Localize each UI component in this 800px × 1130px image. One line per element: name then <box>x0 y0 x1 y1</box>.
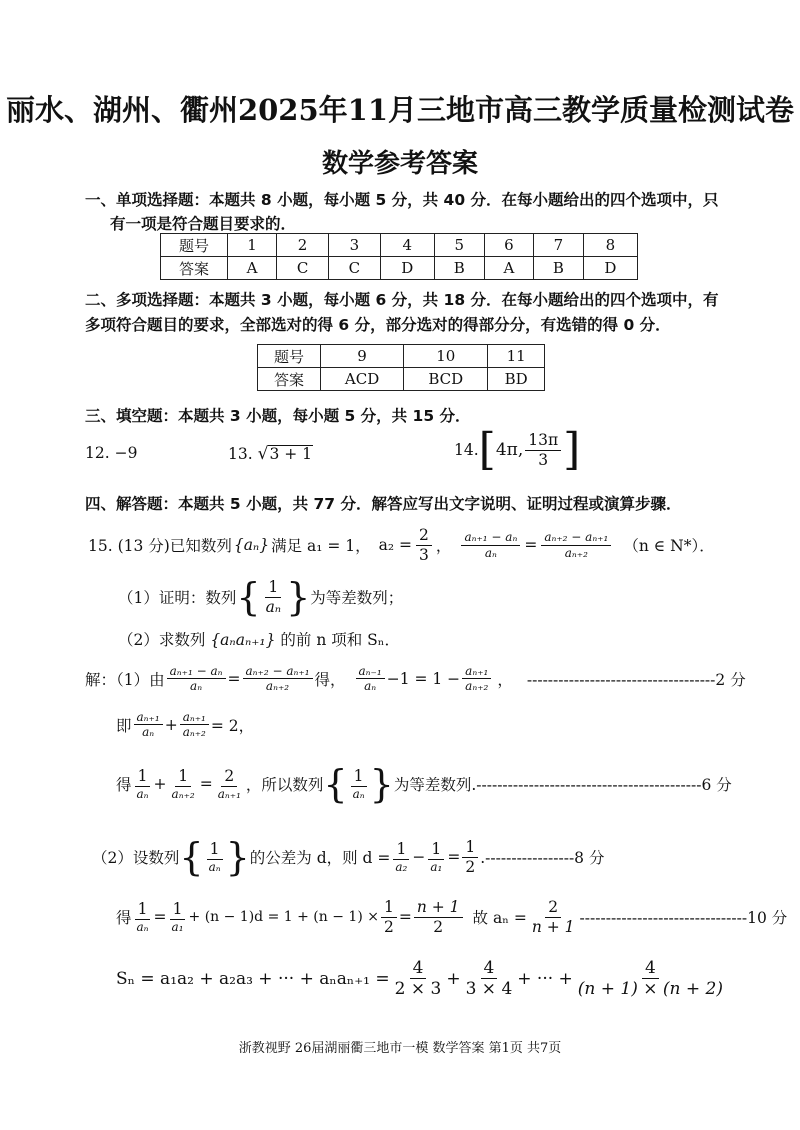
frac-numerator: 2 <box>545 898 561 918</box>
q15-a2-frac <box>416 526 432 564</box>
equals-icon: = <box>524 536 538 555</box>
q15-cond3: ， <box>435 537 452 556</box>
frac-denominator: aₙ <box>136 786 149 801</box>
frac-denominator: a₁ <box>171 919 184 934</box>
doc-subtitle: 数学参考答案 <box>321 149 478 179</box>
frac-denominator: aₙ <box>484 545 497 560</box>
section2-heading-cont: 多项符合题目的要求，全部选对的得 6 分，部分选对的得部分分，有选错的得 0 分． <box>85 316 671 334</box>
q15-seq: {aₙ} <box>233 536 270 555</box>
frac-denominator: a₁ <box>430 859 443 874</box>
section2-heading: 二、多项选择题：本题共 3 小题，每小题 6 分，共 18 分．在每小题给出的四个选项中，有 <box>85 291 719 309</box>
solution-line-5 <box>116 898 787 936</box>
sol-frac-f <box>169 767 198 801</box>
answer-14-prefix: 14. <box>454 441 479 459</box>
frac-numerator: n + 1 <box>414 898 463 918</box>
equals-icon: = <box>398 908 412 927</box>
table-cell: 10 <box>404 345 488 368</box>
sol-line-b-a: 得 <box>116 909 132 928</box>
sol-frac-g <box>215 767 244 801</box>
frac-denominator: 3 × 4 <box>465 979 513 1000</box>
page-footer: 浙教视野 26届湖丽衢三地市一模 数学答案 第1页 共7页 <box>238 1041 562 1056</box>
frac-denominator: 2 <box>383 917 394 936</box>
section1-heading: 一、单项选择题：本题共 8 小题，每小题 5 分，共 40 分．在每小题给出的四个选项中，只 <box>85 191 719 209</box>
frac-denominator: aₙ <box>190 679 203 694</box>
right-brace-icon: } <box>369 762 394 806</box>
sol-arith: 为等差数列. <box>393 776 477 794</box>
sum-dots: + ··· + <box>517 968 573 989</box>
frac-denominator: 2 <box>433 917 444 936</box>
table-cell: 7 <box>533 234 583 257</box>
sol-frac-m <box>134 900 152 934</box>
score-2: ------------------------------------2 分 <box>526 670 746 689</box>
frac-numerator: 1 <box>462 838 478 858</box>
left-brace-icon: { <box>323 762 348 806</box>
frac-denominator: 2 × 3 <box>394 979 442 1000</box>
frac-numerator: aₙ₊₁ <box>180 710 209 725</box>
solution-line-2 <box>116 710 254 740</box>
frac-numerator: 1 <box>265 578 281 598</box>
table-row <box>258 345 545 368</box>
sol-sum: Sₙ = a₁a₂ + a₂a₃ + ··· + aₙaₙ₊₁ = <box>116 968 390 989</box>
sum-term-2 <box>463 958 516 1000</box>
right-brace-icon: } <box>225 835 250 880</box>
question-15 <box>88 526 715 564</box>
frac-numerator: aₙ₊₂ − aₙ₊₁ <box>541 530 611 545</box>
equals-icon: = <box>199 775 213 793</box>
sol-line-b-c: 故 aₙ = <box>472 909 527 928</box>
q15-part2-seq: {aₙaₙ₊₁} <box>210 631 276 649</box>
answer-13-expr: 3 + 1 <box>269 445 313 463</box>
sol-frac-b <box>462 664 491 694</box>
right-brace-icon: } <box>286 575 311 620</box>
sol-line1-tail: −1 = 1 − <box>386 669 461 688</box>
frac-denominator: aₙ <box>265 597 282 616</box>
q15-part1 <box>118 575 404 620</box>
sum-term-3 <box>575 958 726 1000</box>
sol-frac-l <box>462 838 478 876</box>
frac-numerator: aₙ₊₁ − aₙ <box>167 664 226 679</box>
frac-denominator: aₙ <box>136 919 149 934</box>
table-cell: D <box>380 257 434 280</box>
frac-denominator: aₙ <box>352 786 365 801</box>
table-cell: 8 <box>583 234 637 257</box>
plus-icon: + <box>164 715 178 734</box>
frac-numerator: aₙ₋₁ <box>356 664 385 679</box>
q15-cond1: 满足 a₁ = 1， <box>271 537 371 556</box>
sol-line-b-b: + (n − 1)d = 1 + (n − 1) × <box>188 909 379 926</box>
plus-icon: + <box>153 775 167 793</box>
frac-numerator: 1 <box>175 767 191 787</box>
frac-numerator: 13π <box>525 431 561 451</box>
sqrt-icon: √ <box>257 444 269 464</box>
score-10: --------------------------------10 分 <box>579 909 788 928</box>
right-bracket-icon: ] <box>563 424 581 475</box>
q15-intro: 15. (13 分)已知数列 <box>88 537 232 556</box>
minus-icon: − <box>412 848 426 867</box>
frac-numerator: 2 <box>416 526 432 546</box>
answer-14-left: 4π, <box>495 440 524 460</box>
frac-denominator: (n + 1) × (n + 2) <box>577 979 723 1000</box>
frac-denominator: aₙ <box>364 679 377 694</box>
frac-numerator: 1 <box>207 840 223 860</box>
doc-title: 丽水、湖州、衢州2025年11月三地市高三教学质量检测试卷 <box>5 93 795 127</box>
left-brace-icon: { <box>179 835 204 880</box>
sol-frac-left <box>167 664 226 694</box>
q15-part2 <box>118 628 400 650</box>
frac-denominator: 2 <box>465 857 476 876</box>
frac-denominator: aₙ₊₂ <box>564 545 588 560</box>
solution-line-3 <box>116 762 732 806</box>
table-cell: ACD <box>321 368 404 391</box>
table-cell: BCD <box>404 368 488 391</box>
q15-part2-a: （2）求数列 <box>118 631 206 649</box>
answer-13 <box>228 444 313 464</box>
frac-numerator: 1 <box>135 767 151 787</box>
q15-part2-b: 的前 n 项和 Sₙ． <box>280 631 401 649</box>
frac-numerator: 1 <box>381 898 397 918</box>
table-cell: BD <box>488 368 545 391</box>
sol-ji: 即 <box>116 716 132 735</box>
q15-part1-b: 为等差数列； <box>310 589 404 608</box>
equals-icon: = <box>153 908 167 927</box>
q15-part1-a: （1）证明：数列 <box>118 589 237 608</box>
frac-denominator: 3 <box>419 545 429 564</box>
frac-denominator: 3 <box>538 450 549 469</box>
solution-line-1: 解：（1）由 $\frac{\text{aₙ₊₁ − aₙ}}{\text{aₙ}}$ = $\frac{\text{aₙ₊₂ − aₙ₊₁}}{\text{aₙ₊₂}}$ 得， $\frac{\text{aₙ₋₁}}{\text{aₙ}}$ −1 = 1 − $\frac{\text{aₙ₊₁}}{\text{aₙ₊₂}}$ ， ------------------------------------2 分 <box>85 664 746 694</box>
solution-line-4 <box>92 835 605 880</box>
q15-part1-frac <box>263 578 285 616</box>
score-8: .-----------------8 分 <box>480 849 605 868</box>
table-cell: 5 <box>434 234 484 257</box>
sol-frac-d <box>180 710 209 740</box>
frac-denominator: aₙ₊₂ <box>265 679 290 694</box>
table-multi-choice <box>257 344 545 391</box>
sol-frac-p <box>414 898 463 936</box>
solution-line-6 <box>116 958 728 1000</box>
table-row <box>258 368 545 391</box>
frac-denominator: a₂ <box>395 859 408 874</box>
sol-prefix: 解：（1）由 <box>85 670 165 689</box>
sol-so: ，所以数列 <box>245 776 324 794</box>
answer-12: 12. −9 <box>85 444 138 462</box>
frac-numerator: aₙ₊₂ − aₙ₊₁ <box>243 664 313 679</box>
sol-frac-n <box>169 900 187 934</box>
q15-cond2: a₂ = <box>378 536 413 555</box>
answer-14-frac <box>525 431 561 469</box>
frac-denominator: aₙ <box>208 859 221 874</box>
sol-frac-e <box>134 767 152 801</box>
table-label-answer: 答案 <box>258 368 321 391</box>
q15-rel-right <box>541 530 611 560</box>
table-cell: 3 <box>328 234 380 257</box>
frac-denominator: n + 1 <box>531 917 575 936</box>
table-label-number: 题号 <box>258 345 321 368</box>
frac-numerator: 4 <box>410 958 427 979</box>
table-cell: 2 <box>277 234 329 257</box>
q15-rel-left <box>461 530 520 560</box>
sol-frac-i <box>206 840 224 874</box>
sol-part2-a: （2）设数列 <box>92 849 180 868</box>
frac-denominator: aₙ <box>142 725 155 740</box>
frac-denominator: aₙ₊₂ <box>171 786 195 801</box>
equals-icon: = <box>227 669 241 688</box>
table-row <box>161 234 638 257</box>
frac-numerator: 4 <box>642 958 659 979</box>
table-label-answer: 答案 <box>161 257 228 280</box>
equals-icon: = <box>447 848 461 867</box>
sol-part2-b: 的公差为 d，则 d = <box>249 849 391 868</box>
sol-eq2: = 2， <box>210 716 255 735</box>
q15-domain: （n ∈ N*）． <box>623 537 715 556</box>
sum-term-1 <box>392 958 445 1000</box>
table-cell: A <box>484 257 533 280</box>
left-bracket-icon: [ <box>478 424 496 475</box>
sol-frac-a <box>356 664 385 694</box>
table-single-choice <box>160 233 638 280</box>
section4-heading: 四、解答题：本题共 5 小题，共 77 分．解答应写出文字说明、证明过程或演算步骤． <box>85 495 682 513</box>
sol-frac-o <box>381 898 397 936</box>
frac-numerator: aₙ₊₁ <box>134 710 163 725</box>
frac-numerator: 1 <box>135 900 151 920</box>
sol-frac-q <box>529 898 578 936</box>
table-label-number: 题号 <box>161 234 228 257</box>
table-cell: 1 <box>228 234 277 257</box>
table-cell: A <box>228 257 277 280</box>
frac-numerator: aₙ₊₁ <box>462 664 491 679</box>
sol-frac-j <box>392 840 410 874</box>
answer-14 <box>454 424 581 475</box>
plus-icon: + <box>446 968 461 989</box>
left-brace-icon: { <box>236 575 261 620</box>
table-cell: 6 <box>484 234 533 257</box>
section3-heading: 三、填空题：本题共 3 小题，每小题 5 分，共 15 分． <box>85 407 471 425</box>
section1-heading-cont: 有一项是符合题目要求的． <box>110 215 297 233</box>
table-cell: D <box>583 257 637 280</box>
table-cell: B <box>434 257 484 280</box>
frac-numerator: 1 <box>393 840 409 860</box>
frac-numerator: 1 <box>170 900 186 920</box>
sol-de: 得 <box>116 776 132 794</box>
table-cell: C <box>277 257 329 280</box>
table-cell: 9 <box>321 345 404 368</box>
table-row <box>161 257 638 280</box>
frac-numerator: 1 <box>428 840 444 860</box>
sol-frac-k <box>427 840 445 874</box>
answer-13-prefix: 13. <box>228 445 253 463</box>
table-cell: B <box>533 257 583 280</box>
score-6: -------------------------------------------6 分 <box>476 776 732 794</box>
sol-frac-c <box>134 710 163 740</box>
frac-numerator: 1 <box>351 767 367 787</box>
frac-denominator: aₙ₊₁ <box>217 786 241 801</box>
table-cell: 4 <box>380 234 434 257</box>
frac-denominator: aₙ₊₂ <box>182 725 206 740</box>
sol-frac-h <box>350 767 368 801</box>
table-cell: 11 <box>488 345 545 368</box>
frac-numerator: 4 <box>481 958 498 979</box>
table-cell: C <box>328 257 380 280</box>
sol-get: 得， <box>314 670 346 689</box>
sol-frac-right <box>243 664 313 694</box>
frac-denominator: aₙ₊₂ <box>465 679 489 694</box>
frac-numerator: aₙ₊₁ − aₙ <box>461 530 520 545</box>
frac-numerator: 2 <box>221 767 237 787</box>
